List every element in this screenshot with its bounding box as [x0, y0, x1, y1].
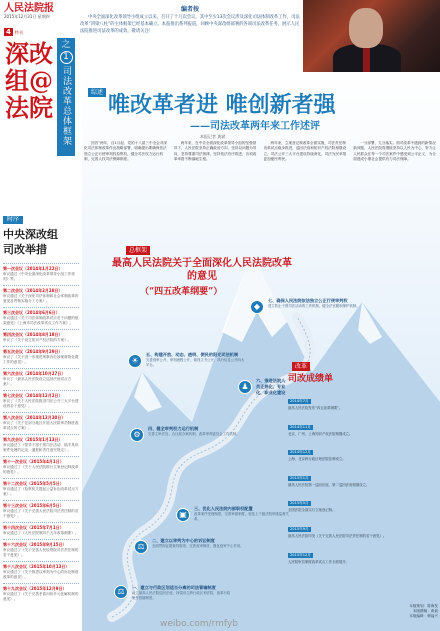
- meeting-date: 第六次会议（2014年10月27日）: [3, 371, 66, 376]
- reform-title: 二、建立以审判为中心的诉讼制度: [152, 538, 215, 543]
- column-name: 特刊: [14, 30, 23, 35]
- result-date: 2015年1月: [290, 475, 309, 480]
- result-text: 上海、北京跨行政区划法院挂牌成立。: [288, 457, 346, 462]
- list-item: [288, 387, 438, 411]
- meeting-text: 审议了《关于进一步规范刑事诉讼涉案财物处置工作的意见》。: [3, 355, 79, 364]
- article-body: [84, 141, 438, 221]
- meeting-text: 审议通过了《领导干部干预司法活动、插手具体案件处理的记录、通报和责任追究规定》。: [3, 443, 79, 452]
- result-date: 2014年12月: [290, 450, 311, 455]
- reform-item: [256, 378, 286, 396]
- reform-text: 改革案件受理制度，完善审级制度，规范上下级法院审级监督关系。: [194, 512, 289, 521]
- meeting-text: 审议通过了《关于完善人民法院司法责任制的若干意见》。: [3, 509, 79, 518]
- page-title: 深改组@法院: [5, 39, 53, 122]
- result-date: 2015年9月: [290, 526, 309, 531]
- reform-text: 完善庭审公开、审判流程公开、裁判文书公开、执行信息公开四大平台。: [146, 358, 245, 367]
- reform-title: 三、优化人民法院内部职权配置: [194, 506, 253, 511]
- result-text: 最高人民法院发布“四五改革纲要”。: [288, 406, 343, 410]
- timeline-subtitle: 司改举措: [3, 243, 47, 256]
- list-item: [3, 539, 79, 561]
- meeting-date: 第十八次会议（2015年10月13日）: [3, 564, 70, 569]
- meeting-text: 审议通过了《关于完善人民检察院司法责任制的若干意见》。: [3, 548, 79, 557]
- result-text: 最高人民法院第一巡回法庭、第二巡回法庭相继设立。: [288, 482, 370, 487]
- leader-photo: [303, 0, 440, 72]
- list-item: [3, 285, 79, 307]
- opinion-tag: 总框架: [126, 246, 150, 255]
- article-paragraph: 一分部署，九分落实。面对改革中遇到的新情况新问题，人民法院将继续坚持以人民为中心，努力让人民群众在每一个司法案件中感受到公平正义，为全面建成小康社会提供有力司法保障。: [353, 141, 436, 162]
- gavel-icon: ⚖: [114, 585, 128, 599]
- meeting-text: 审议了《关于在部分地区开展人民陪审员制度改革试点的方案》。: [3, 421, 79, 430]
- reform-text: 设立最高人民法院巡回法庭，探索设立跨行政区划法院，改革行政案件管辖制度。: [132, 591, 231, 600]
- meeting-text: 审议了《关于设立知识产权法院的方案》。: [3, 338, 72, 342]
- result-date: 2014年7月: [290, 399, 309, 403]
- building-icon: ▣: [176, 508, 190, 522]
- meeting-text: 审议通过了《人民法院第四个五年改革纲要》。: [3, 531, 79, 535]
- meeting-timeline-column: [3, 206, 79, 631]
- reform-item: [146, 352, 246, 368]
- meeting-text: 审议了《关于人民法院推进司法公开三大平台建设的若干意见》。: [3, 399, 79, 408]
- article-paragraph: 回首“两年，自1月起，党的十八届三中全会对深化司法体制改革作出战略部署，明确提出要确保依法独立公正行使审判权检察权，健全司法权力运行机制，完善人权司法保障制度。: [84, 141, 168, 162]
- meeting-date: 第二次会议（2014年2月28日）: [3, 288, 63, 293]
- list-item: [3, 561, 79, 583]
- masthead: [4, 3, 54, 36]
- meeting-text: 审议通过了《关于人民法院推行立案登记制改革的意见》。: [3, 465, 79, 474]
- list-item: [3, 368, 79, 390]
- meeting-text: 审议通过了《关于推进以审判为中心的诉讼制度改革的意见》。: [3, 570, 79, 579]
- series-badge: [57, 38, 75, 156]
- meeting-date: 第八次会议（2014年12月30日）: [3, 415, 66, 420]
- opinion-subtitle: （“四五改革纲要”）: [140, 287, 223, 297]
- meeting-date: 第七次会议（2014年12月2日）: [3, 393, 63, 398]
- reform-item: [132, 585, 232, 601]
- timeline-title: 中央深改组: [3, 228, 58, 241]
- article-kicker: 综述: [88, 88, 106, 97]
- reform-title: 四、健全审判权力运行机制: [148, 426, 199, 431]
- photo-face: [349, 8, 383, 48]
- result-date: 2014年11月: [290, 424, 311, 429]
- meeting-list: [3, 263, 79, 605]
- result-date: 2015年5月: [290, 501, 309, 506]
- article-paragraph: 两年来，立案登记制改革全面实施，司法责任制改革试点稳步推进，巡回法庭和知识产权法院相继设立，司法公开三大平台建设持续深化，司法为民举措更加便民利民。: [263, 141, 347, 162]
- issue-date: 2015年12月31日 星期四: [4, 14, 50, 19]
- list-item: [288, 515, 438, 539]
- list-item: [3, 500, 79, 522]
- meeting-date: 第十三次会议（2015年6月5日）: [3, 503, 64, 508]
- list-item: [288, 464, 438, 488]
- sun-icon: ☀: [128, 354, 142, 368]
- result-text: 北京、广州、上海知识产权法院相继成立。: [288, 431, 353, 436]
- list-item: [288, 413, 438, 437]
- shield-icon: ◆: [250, 300, 264, 314]
- series-number: 1: [60, 51, 73, 64]
- article-byline: 本报记者 黄斌: [200, 134, 226, 139]
- list-item: [3, 522, 79, 539]
- article-headline: 唯改革者进 唯创新者强: [108, 92, 336, 118]
- meeting-date: 第三次会议（2014年6月6日）: [3, 310, 60, 315]
- people-icon: ♟: [238, 380, 252, 394]
- list-item: [3, 307, 79, 329]
- credit-writer: 本版撰稿：黄斌: [412, 609, 438, 613]
- reform-item: [194, 506, 294, 522]
- meeting-date: 第一次会议（2014年1月22日）: [3, 266, 63, 271]
- list-item: [3, 329, 79, 346]
- article-subhead: ——司法改革两年来工作述评: [190, 121, 320, 132]
- credit-planner: 本版策划：陈海发: [409, 604, 438, 608]
- meeting-date: 第五次会议（2014年9月29日）: [3, 349, 63, 354]
- page-number: 4: [6, 28, 11, 36]
- meeting-text: 审议通过了《关于完善矛盾纠纷多元化解机制的意见》。: [3, 592, 79, 601]
- meeting-date: 第十二次会议（2015年5月5日）: [3, 481, 64, 486]
- list-item: [3, 263, 79, 285]
- timeline-tag: 时序: [3, 216, 23, 224]
- meeting-text: 审议通过《关于深化司法体制和社会体制改革的意见及贯彻实施分工方案》。: [3, 294, 79, 303]
- result-text: 全国法院全面实行立案登记制。: [288, 508, 336, 513]
- list-item: [3, 412, 79, 434]
- meeting-text: 审议通过了《检察机关提起公益诉讼改革试点方案》。: [3, 487, 79, 496]
- meeting-text: 审议通过《中央全面深化改革领导小组工作规则》等。: [3, 272, 75, 281]
- meeting-text: 审议通过《关于司法体制改革试点若干问题的框架意见》《上海市司法改革试点工作方案》。: [3, 316, 79, 325]
- list-item: [288, 489, 438, 513]
- reform-title: 七、确保人民法院依法独立公正行使审判权: [268, 298, 348, 303]
- list-item: [3, 583, 79, 605]
- meeting-date: 第十一次会议（2015年4月1日）: [3, 459, 64, 464]
- meeting-date: 第九次会议（2015年1月13日）: [3, 437, 63, 442]
- results-title: 司改成绩单: [288, 374, 334, 384]
- meeting-date: 第十六次会议（2015年9月15日）: [3, 542, 67, 547]
- editor-note-heading: 编者按: [180, 6, 199, 13]
- page-credits: [350, 604, 438, 619]
- editor-note: [80, 6, 300, 68]
- result-text: 最高人民法院印发《关于完善人民法院司法责任制的若干意见》。: [288, 533, 387, 538]
- gear-icon: ⚙: [130, 428, 144, 442]
- opinion-title: 最高人民法院关于全面深化人民法院改革的意见: [112, 258, 292, 282]
- list-item: [3, 390, 79, 412]
- meeting-date: 第十九次会议（2015年12月9日）: [3, 586, 67, 591]
- list-item: [3, 456, 79, 478]
- meeting-date: 第四次会议（2014年8月18日）: [3, 332, 63, 337]
- reform-item: [148, 426, 248, 437]
- reform-title: 五、构建开放、动态、透明、便民的阳光司法机制: [146, 352, 239, 357]
- reform-title: 一、建立与行政区划适当分离的司法管辖制度: [132, 585, 216, 590]
- results-list: [288, 387, 438, 627]
- list-item: [288, 438, 438, 462]
- reform-text: 建立防止干预司法活动的工作机制，健全法官履职保护机制。: [268, 304, 360, 308]
- reform-text: 完善主审法官、合议庭办案机制，改革审判委员会工作机制。: [148, 432, 240, 436]
- photo-tie: [363, 48, 370, 72]
- newspaper-logo: 人民法院报: [4, 3, 54, 14]
- series-label: 司法改革总体框架: [61, 66, 71, 146]
- list-item: [3, 434, 79, 456]
- meeting-text: 审议了《最高人民法院设立巡回法庭试点方案》。: [3, 377, 72, 386]
- meeting-date: 第十四次会议（2015年7月1日）: [3, 525, 64, 530]
- editor-note-body: 中央全面深化改革领导小组成立以来，召开了十几次会议，其中至少13次会议涉及深化司法体制改革工作，司法改革“四梁八柱”的主体框架已经基本确立。本报推出系列报道，回顾中央深改组部署的各项司法改革任务，展示人民法院推进司法改革的成效。敬请关注！: [80, 15, 300, 34]
- list-item: [3, 346, 79, 368]
- list-item: [3, 478, 79, 500]
- weibo-watermark: weibo.com/rmfyb: [160, 619, 238, 629]
- article-paragraph: 两年来，在中央全面深化改革领导小组的坚强领导下，人民法院坚持正确政治方向，坚持以问题为导向，坚持尊重司法规律，坚持依法有序推进，各项改革举措不断落地生根。: [173, 141, 257, 162]
- reform-text: 全面贯彻证据裁判原则，完善庭审制度，强化庭审中心作用。: [152, 544, 244, 548]
- reform-title: 六、推进法院人员正规化、专业化、职业化建设: [256, 378, 286, 395]
- result-date: 2015年12月: [290, 552, 311, 557]
- credit-editor: 本版编辑：韩福兴: [409, 614, 438, 618]
- scales-icon: ⚖: [134, 540, 148, 554]
- reform-item: [268, 298, 368, 309]
- reform-item: [152, 538, 252, 549]
- series-prefix: 之: [61, 40, 71, 50]
- result-text: 人民陪审员制度改革试点工作全面展开。: [288, 559, 350, 564]
- list-item: [288, 541, 438, 565]
- results-tag: 改革: [292, 362, 310, 371]
